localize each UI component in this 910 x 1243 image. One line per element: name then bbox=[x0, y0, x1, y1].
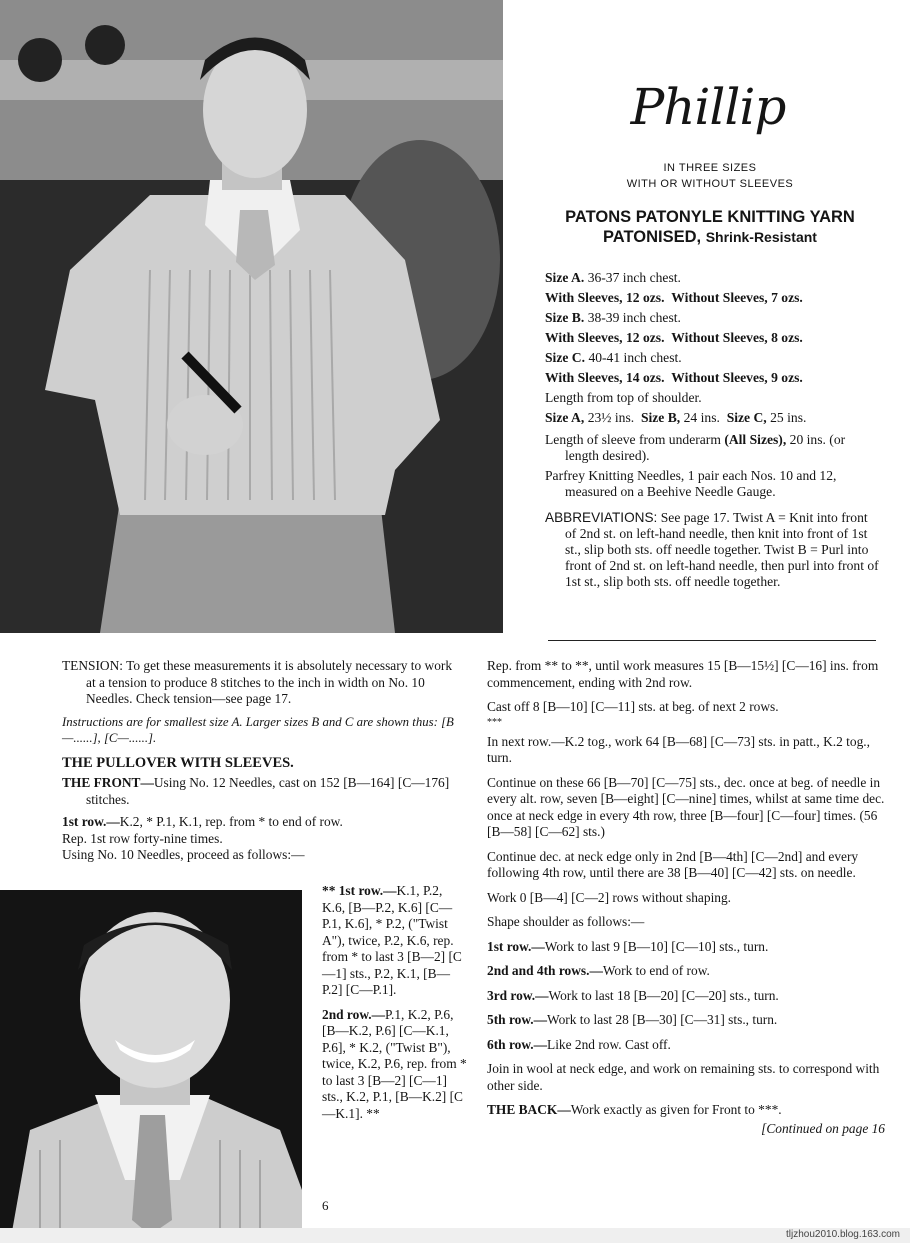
continued-note: [Continued on page 16 bbox=[761, 1120, 885, 1136]
size-a-chest: Size A. 36-37 inch chest. bbox=[545, 270, 681, 285]
length-heading: Length from top of shoulder. bbox=[545, 390, 702, 405]
proceed: Using No. 10 Needles, proceed as follows:— bbox=[62, 847, 305, 862]
stars-marker: *** bbox=[487, 716, 502, 728]
shoulder-row-1: 1st row.—Work to last 9 [B—10] [C—10] sts., turn. bbox=[487, 938, 769, 954]
subtitle bbox=[600, 160, 820, 192]
repeat: Rep. from ** to **, until work measures 15 [B—15½] [C—16] ins. from commencement, ending with 2nd row. bbox=[487, 658, 879, 690]
size-b-chest: Size B. 38-39 inch chest. bbox=[545, 310, 681, 325]
pullover-heading: THE PULLOVER WITH SLEEVES. bbox=[62, 754, 294, 771]
shoulder-row-5: 5th row.—Work to last 28 [B—30] [C—31] sts., turn. bbox=[487, 1012, 778, 1027]
divider bbox=[548, 640, 876, 641]
cast-off: Cast off 8 [B—10] [C—11] sts. at beg. of next 2 rows. bbox=[487, 699, 779, 714]
sleeve-length: Length of sleeve from underarm (All Sizes), 20 ins. (or length desired). bbox=[545, 432, 846, 463]
work-rows: Work 0 [B—4] [C—2] rows without shaping. bbox=[487, 889, 732, 905]
pattern-row-2: 2nd row.—P.1, K.2, P.6, [B—K.2, P.6] [C—K.1, P.6], * K.2, ("Twist B"), twice, K.2, P.6, rep. from * to last 3 [B—2] [C—1] sts., K.2, P.1, [B—K.2] [C—K.1]. ** bbox=[322, 1006, 467, 1121]
shoulder-row-2-4: 2nd and 4th rows.—Work to end of row. bbox=[487, 963, 710, 978]
left-column bbox=[62, 658, 464, 870]
continue-2: Continue dec. at neck edge only in 2nd [B—4th] [C—2nd] and every following 4th row, until there are 38 [B—40] [C—42] sts. on needle. bbox=[487, 848, 859, 880]
pattern-row-1: ** 1st row.—K.1, P.2, K.6, [B—P.2, K.6] [C—P.1, K.6], * P.2, ("Twist A"), twice, P.2, K.6, rep. from * to last 3 [B—2] [C—1] sts., P.2, K.1, [B—P.2] [C—P.1]. bbox=[322, 883, 462, 997]
yarn-brand bbox=[560, 207, 860, 247]
the-back: THE BACK—Work exactly as given for Front to ***. bbox=[487, 1102, 782, 1117]
subtitle-line: IN THREE SIZES bbox=[663, 162, 757, 174]
size-c-chest: Size C. 40-41 inch chest. bbox=[545, 350, 682, 365]
brand-line: PATONISED, Shrink-Resistant bbox=[603, 228, 817, 246]
model-photo-top bbox=[0, 0, 503, 633]
model-photo-bottom bbox=[0, 890, 302, 1243]
size-c-weights: With Sleeves, 14 ozs. Without Sleeves, 9 ozs. bbox=[545, 370, 803, 385]
front-intro: THE FRONT—Using No. 12 Needles, cast on 152 [B—164] [C—176] stitches. bbox=[62, 775, 450, 807]
shoulder-row-6: 6th row.—Like 2nd row. Cast off. bbox=[487, 1036, 671, 1052]
size-specs bbox=[545, 268, 881, 590]
row-1: 1st row.—K.2, * P.1, K.1, rep. from * to end of row. bbox=[62, 814, 343, 829]
right-column bbox=[487, 658, 885, 1145]
needles: Parfrey Knitting Needles, 1 pair each Nos. 10 and 12, measured on a Beehive Needle Gauge. bbox=[545, 468, 837, 499]
size-b-weights: With Sleeves, 12 ozs. Without Sleeves, 8 ozs. bbox=[545, 330, 803, 345]
instructions-note: Instructions are for smallest size A. Larger sizes B and C are shown thus: [B—......], [C—......]. bbox=[62, 714, 454, 745]
pattern-title: Phillip bbox=[630, 78, 786, 136]
subtitle-line: WITH OR WITHOUT SLEEVES bbox=[626, 178, 794, 190]
brand-line: PATONS PATONYLE KNITTING YARN bbox=[565, 208, 855, 226]
footer-bar bbox=[0, 1228, 910, 1243]
shape-shoulder: Shape shoulder as follows:— bbox=[487, 914, 645, 929]
abbreviations: ABBREVIATIONS: See page 17. Twist A = Knit into front of 2nd st. on left-hand needle, then knit into front of 1st st., slip both sts. off needle together. Twist B = Purl into front of 2nd st. on left-hand needle, then purl into front of 1st st., slip both sts. off needle together. bbox=[545, 510, 879, 589]
continue-1: Continue on these 66 [B—70] [C—75] sts., dec. once at beg. of needle in every alt. row, seven [B—eight] [C—nine] times, whilst at same time dec. once at neck edge in every 4th row, three [B—four] [C—four] times. (56 [B—58] [C—62] sts.) bbox=[487, 774, 885, 839]
watermark: tljzhou2010.blog.163.com bbox=[786, 1229, 900, 1240]
page-number: 6 bbox=[322, 1198, 329, 1213]
next-row: In next row.—K.2 tog., work 64 [B—68] [C—73] sts. in patt., K.2 tog., turn. bbox=[487, 733, 870, 765]
rep-row: Rep. 1st row forty-nine times. bbox=[62, 830, 223, 846]
pattern-rows bbox=[322, 883, 467, 1130]
tension: TENSION: To get these measurements it is absolutely necessary to work at a tension to produce 8 stitches to the inch in width on No. 10 Needles. Check tension—see page 17. bbox=[62, 658, 453, 706]
size-a-weights: With Sleeves, 12 ozs. Without Sleeves, 7 ozs. bbox=[545, 290, 803, 305]
join-wool: Join in wool at neck edge, and work on remaining sts. to correspond with other side. bbox=[487, 1061, 880, 1093]
length-values: Size A, 23½ ins. Size B, 24 ins. Size C, 25 ins. bbox=[545, 410, 807, 425]
shoulder-row-3: 3rd row.—Work to last 18 [B—20] [C—20] sts., turn. bbox=[487, 987, 779, 1003]
